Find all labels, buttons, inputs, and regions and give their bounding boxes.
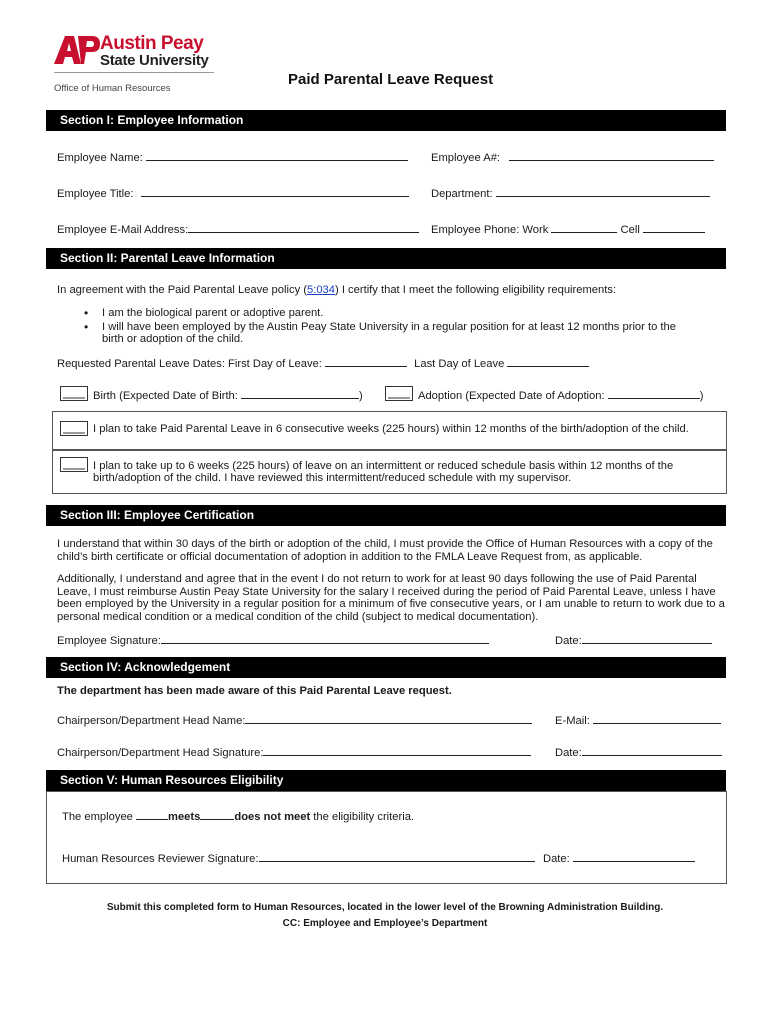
department-row xyxy=(431,186,710,201)
logo-office-name: Office of Human Resources xyxy=(54,83,171,94)
hr-reviewer-signature-field[interactable] xyxy=(259,851,535,862)
department-field[interactable] xyxy=(496,186,710,197)
meets-text: meets xyxy=(168,811,201,823)
employee-title-label: Employee Title: xyxy=(57,188,134,200)
university-logo-icon xyxy=(54,34,100,64)
chair-signature-row xyxy=(57,745,531,760)
hr-date-field[interactable] xyxy=(573,851,695,862)
phone-cell-field[interactable] xyxy=(643,222,705,233)
hr-reviewer-label: Human Resources Reviewer Signature: xyxy=(62,853,259,865)
logo-divider xyxy=(54,72,214,73)
intermittent-option-text-1: I plan to take up to 6 weeks (225 hours) of leave on an intermittent or reduced schedule basis within 12 months of the xyxy=(93,460,674,472)
hr-eligibility-box xyxy=(46,791,727,884)
chair-date-label: Date: xyxy=(555,747,582,759)
email-field[interactable] xyxy=(188,222,419,233)
logo-name-line1: Austin Peay xyxy=(100,33,204,54)
employee-date-field[interactable] xyxy=(582,633,712,644)
chair-name-label: Chairperson/Department Head Name: xyxy=(57,715,246,727)
employee-a-label: Employee A#: xyxy=(431,152,501,164)
employee-name-label: Employee Name: xyxy=(57,152,143,164)
certification-paragraph-1: I understand that within 30 days of the birth or adoption of the child, I must provide the Office of Human Resources with a copy of the child’s birth certificate or official documentation of adoption in addition to the FMLA Leave Request from, as applicable. xyxy=(57,538,713,563)
department-label: Department: xyxy=(431,188,493,200)
birth-label: Birth (Expected Date of Birth: xyxy=(93,390,238,402)
eligibility-item: • I am the biological parent or adoptive parent. xyxy=(80,307,700,320)
hr-date-label: Date: xyxy=(543,853,570,865)
does-not-meet-text: does not meet xyxy=(234,811,311,823)
employee-title-row xyxy=(57,186,409,201)
employee-a-row xyxy=(431,150,714,165)
employee-title-field[interactable] xyxy=(141,186,409,197)
chair-name-field[interactable] xyxy=(245,713,532,724)
first-day-label: Requested Parental Leave Dates: First Day of Leave: xyxy=(57,358,322,370)
birth-close: ) xyxy=(359,390,363,402)
employee-signature-row xyxy=(57,633,489,648)
hr-reviewer-row xyxy=(62,851,535,866)
logo-name-line2: State University xyxy=(100,52,209,69)
leave-dates-row xyxy=(57,356,589,371)
adoption-close: ) xyxy=(699,390,704,402)
criteria-text: the eligibility criteria. xyxy=(310,811,415,823)
first-day-field[interactable] xyxy=(325,356,407,367)
adoption-label: Adoption (Expected Date of Adoption: xyxy=(418,390,605,402)
chair-signature-label: Chairperson/Department Head Signature: xyxy=(57,747,264,759)
employee-signature-label: Employee Signature: xyxy=(57,635,161,647)
employee-signature-field[interactable] xyxy=(161,633,489,644)
footer-cc: CC: Employee and Employee’s Department xyxy=(282,918,488,929)
chair-name-row xyxy=(57,713,532,728)
section-2-heading: Section II: Parental Leave Information xyxy=(46,248,726,269)
intermittent-option-text-2: birth/adoption of the child. I have reviewed this intermittent/reduced schedule with my supervisor. xyxy=(93,472,572,484)
adoption-row xyxy=(418,388,703,403)
the-employee-text: The employee xyxy=(62,811,137,823)
phone-row xyxy=(431,222,705,237)
birth-date-field[interactable] xyxy=(241,388,359,399)
section-1-heading: Section I: Employee Information xyxy=(46,110,726,131)
footer-instructions: Submit this completed form to Human Resources, located in the lower level of the Browning Administration Building. xyxy=(106,902,664,913)
chair-email-row xyxy=(555,713,721,728)
policy-intro xyxy=(57,284,616,297)
chair-date-field[interactable] xyxy=(582,745,722,756)
employee-date-label: Date: xyxy=(555,635,582,647)
document-title: Paid Parental Leave Request xyxy=(288,71,494,88)
employee-a-field[interactable] xyxy=(509,150,714,161)
last-day-field[interactable] xyxy=(507,356,589,367)
policy-intro-after: ) I certify that I meet the following eligibility requirements: xyxy=(335,284,617,296)
chair-email-field[interactable] xyxy=(593,713,721,724)
employee-name-row xyxy=(57,150,408,165)
section-4-heading: Section IV: Acknowledgement xyxy=(46,657,726,678)
does-not-meet-field[interactable] xyxy=(200,809,234,820)
eligibility-criteria-row xyxy=(62,809,414,824)
adoption-checkbox[interactable] xyxy=(385,386,413,401)
last-day-label: Last Day of Leave xyxy=(414,358,505,370)
chair-email-label: E-Mail: xyxy=(555,715,590,727)
email-row xyxy=(57,222,419,237)
consecutive-checkbox[interactable] xyxy=(60,421,88,436)
policy-intro-before: In agreement with the Paid Parental Leave policy ( xyxy=(57,284,307,296)
employee-name-field[interactable] xyxy=(146,150,408,161)
birth-checkbox[interactable] xyxy=(60,386,88,401)
phone-work-label: Employee Phone: Work xyxy=(431,224,549,236)
certification-paragraph-2: Additionally, I understand and agree that in the event I do not return to work for at least 90 days following the use of Paid Parental Leave, I must reimburse Austin Peay State University for the salary I received during the period of Paid Parental Leave, unless I have been employed by the University in a regular position for a minimum of five consecutive years, or I am unable to return to work due to a personal medical condition or a medical condition of the child (subject to medical documentation). xyxy=(57,573,725,623)
eligibility-list xyxy=(80,307,700,347)
meets-field[interactable] xyxy=(136,809,168,820)
phone-cell-label: Cell xyxy=(620,224,640,236)
consecutive-option-text: I plan to take Paid Parental Leave in 6 consecutive weeks (225 hours) within 12 months of the birth/adoption of the child. xyxy=(93,423,689,435)
adoption-date-field[interactable] xyxy=(608,388,700,399)
intermittent-checkbox[interactable] xyxy=(60,457,88,472)
section-3-heading: Section III: Employee Certification xyxy=(46,505,726,526)
birth-row xyxy=(93,388,363,403)
chair-date-row xyxy=(555,745,722,760)
email-label: Employee E-Mail Address: xyxy=(57,224,189,236)
phone-work-field[interactable] xyxy=(551,222,617,233)
employee-date-row xyxy=(555,633,712,648)
section-5-heading: Section V: Human Resources Eligibility xyxy=(46,770,726,791)
eligibility-item: • I will have been employed by the Austin Peay State University in a regular position for at least 12 months prior to the birth or adoption of the child. xyxy=(80,321,700,346)
acknowledgement-statement: The department has been made aware of this Paid Parental Leave request. xyxy=(57,685,452,697)
hr-date-row xyxy=(543,851,695,866)
chair-signature-field[interactable] xyxy=(263,745,531,756)
policy-link[interactable]: 5:034 xyxy=(307,284,335,296)
